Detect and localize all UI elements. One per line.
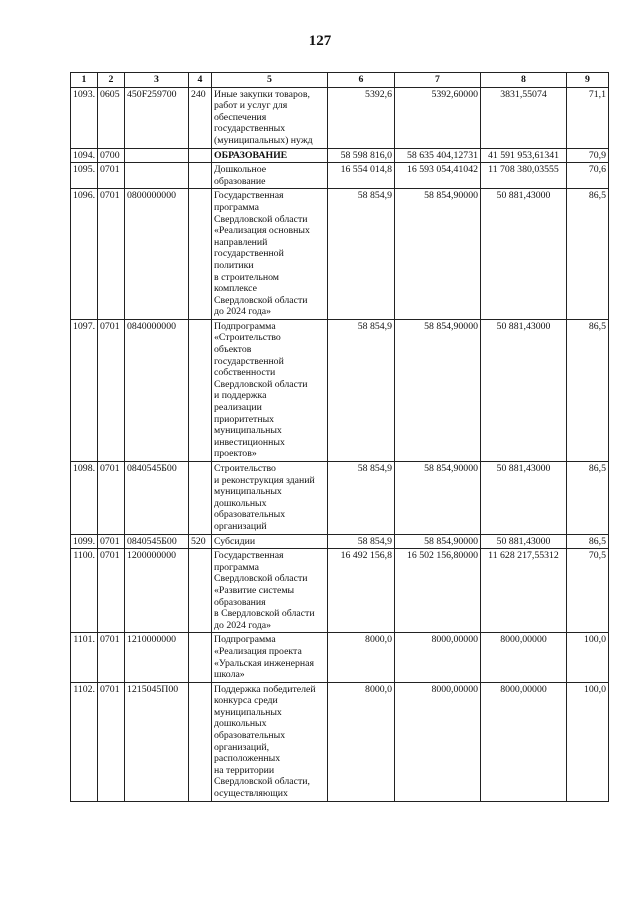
col6-value: 16 492 156,8: [328, 549, 395, 633]
col6-value: 58 854,9: [328, 462, 395, 535]
col8-value: 3831,55074: [481, 87, 567, 148]
header-col-7: 7: [395, 73, 481, 88]
table-row: [71, 682, 609, 801]
table-row: [71, 163, 609, 189]
table-row: [71, 148, 609, 163]
item-name: Государственная программа Свердловской области «Реализация основных направлений государственной политики в строительном комплексе Свердловской области до 2024 года»: [212, 189, 328, 320]
header-col-2: 2: [98, 73, 125, 88]
section-code: 0701: [98, 633, 125, 682]
col9-value: 70,9: [567, 148, 609, 163]
col7-value: 58 854,90000: [395, 534, 481, 549]
item-name: Подпрограмма «Реализация проекта «Уральская инженерная школа»: [212, 633, 328, 682]
col7-value: 58 854,90000: [395, 319, 481, 461]
target-article-code: [125, 163, 189, 189]
page-number: 127: [308, 33, 332, 49]
target-article-code: 450F259700: [125, 87, 189, 148]
col9-value: 100,0: [567, 682, 609, 801]
col7-value: 8000,00000: [395, 633, 481, 682]
expense-type-code: [189, 319, 212, 461]
col7-value: 58 635 404,12731: [395, 148, 481, 163]
item-name: Субсидии: [212, 534, 328, 549]
col9-value: 86,5: [567, 319, 609, 461]
row-number: 1096.: [71, 189, 98, 320]
section-code: 0701: [98, 682, 125, 801]
item-name: Строительство и реконструкция зданий муниципальных дошкольных образовательных организаций: [212, 462, 328, 535]
table-row: [71, 633, 609, 682]
col9-value: 86,5: [567, 462, 609, 535]
col6-value: 58 854,9: [328, 534, 395, 549]
header-col-1: 1: [71, 73, 98, 88]
col6-value: 58 854,9: [328, 319, 395, 461]
col7-value: 16 502 156,80000: [395, 549, 481, 633]
section-code: 0701: [98, 534, 125, 549]
target-article-code: 0800000000: [125, 189, 189, 320]
col6-value: 5392,6: [328, 87, 395, 148]
row-number: 1094.: [71, 148, 98, 163]
row-number: 1098.: [71, 462, 98, 535]
col8-value: 11 628 217,55312: [481, 549, 567, 633]
target-article-code: 0840000000: [125, 319, 189, 461]
col6-value: 58 598 816,0: [328, 148, 395, 163]
table-row: [71, 534, 609, 549]
row-number: 1102.: [71, 682, 98, 801]
col9-value: 70,5: [567, 549, 609, 633]
col8-value: 8000,00000: [481, 682, 567, 801]
col9-value: 86,5: [567, 534, 609, 549]
section-code: 0701: [98, 462, 125, 535]
budget-table: [70, 72, 609, 802]
col6-value: 58 854,9: [328, 189, 395, 320]
expense-type-code: [189, 148, 212, 163]
table-row: [71, 319, 609, 461]
target-article-code: 0840545Б00: [125, 462, 189, 535]
col7-value: 16 593 054,41042: [395, 163, 481, 189]
section-code: 0701: [98, 319, 125, 461]
header-col-4: 4: [189, 73, 212, 88]
table-header-row: [71, 73, 609, 88]
header-col-8: 8: [481, 73, 567, 88]
col9-value: 86,5: [567, 189, 609, 320]
item-name: Подпрограмма «Строительство объектов государственной собственности Свердловской области и поддержка реализации приоритетных муниципальных инвестиционных проектов»: [212, 319, 328, 461]
item-name: Дошкольное образование: [212, 163, 328, 189]
item-name: Иные закупки товаров, работ и услуг для обеспечения государственных (муниципальных) нужд: [212, 87, 328, 148]
target-article-code: 1210000000: [125, 633, 189, 682]
col8-value: 50 881,43000: [481, 462, 567, 535]
target-article-code: 1200000000: [125, 549, 189, 633]
col7-value: 58 854,90000: [395, 189, 481, 320]
row-number: 1093.: [71, 87, 98, 148]
item-name: Государственная программа Свердловской области «Развитие системы образования в Свердловской области до 2024 года»: [212, 549, 328, 633]
col8-value: 41 591 953,61341: [481, 148, 567, 163]
col8-value: 50 881,43000: [481, 534, 567, 549]
table-row: [71, 189, 609, 320]
item-name: ОБРАЗОВАНИЕ: [212, 148, 328, 163]
col6-value: 8000,0: [328, 682, 395, 801]
col7-value: 5392,60000: [395, 87, 481, 148]
header-col-3: 3: [125, 73, 189, 88]
header-col-5: 5: [212, 73, 328, 88]
row-number: 1101.: [71, 633, 98, 682]
section-code: 0605: [98, 87, 125, 148]
section-code: 0700: [98, 148, 125, 163]
col9-value: 70,6: [567, 163, 609, 189]
table-row: [71, 87, 609, 148]
expense-type-code: 240: [189, 87, 212, 148]
section-code: 0701: [98, 163, 125, 189]
row-number: 1097.: [71, 319, 98, 461]
col6-value: 8000,0: [328, 633, 395, 682]
col9-value: 71,1: [567, 87, 609, 148]
header-col-6: 6: [328, 73, 395, 88]
section-code: 0701: [98, 549, 125, 633]
col7-value: 8000,00000: [395, 682, 481, 801]
expense-type-code: [189, 462, 212, 535]
col7-value: 58 854,90000: [395, 462, 481, 535]
col8-value: 50 881,43000: [481, 319, 567, 461]
expense-type-code: [189, 633, 212, 682]
item-name: Поддержка победителей конкурса среди муниципальных дошкольных образовательных организаций, расположенных на территории Свердловской области, осуществляющих: [212, 682, 328, 801]
row-number: 1100.: [71, 549, 98, 633]
target-article-code: 1215045П00: [125, 682, 189, 801]
row-number: 1095.: [71, 163, 98, 189]
target-article-code: 0840545Б00: [125, 534, 189, 549]
col8-value: 50 881,43000: [481, 189, 567, 320]
col9-value: 100,0: [567, 633, 609, 682]
col8-value: 11 708 380,03555: [481, 163, 567, 189]
target-article-code: [125, 148, 189, 163]
row-number: 1099.: [71, 534, 98, 549]
expense-type-code: [189, 163, 212, 189]
expense-type-code: [189, 682, 212, 801]
section-code: 0701: [98, 189, 125, 320]
table-row: [71, 549, 609, 633]
expense-type-code: 520: [189, 534, 212, 549]
table-row: [71, 462, 609, 535]
expense-type-code: [189, 189, 212, 320]
col6-value: 16 554 014,8: [328, 163, 395, 189]
header-col-9: 9: [567, 73, 609, 88]
expense-type-code: [189, 549, 212, 633]
col8-value: 8000,00000: [481, 633, 567, 682]
